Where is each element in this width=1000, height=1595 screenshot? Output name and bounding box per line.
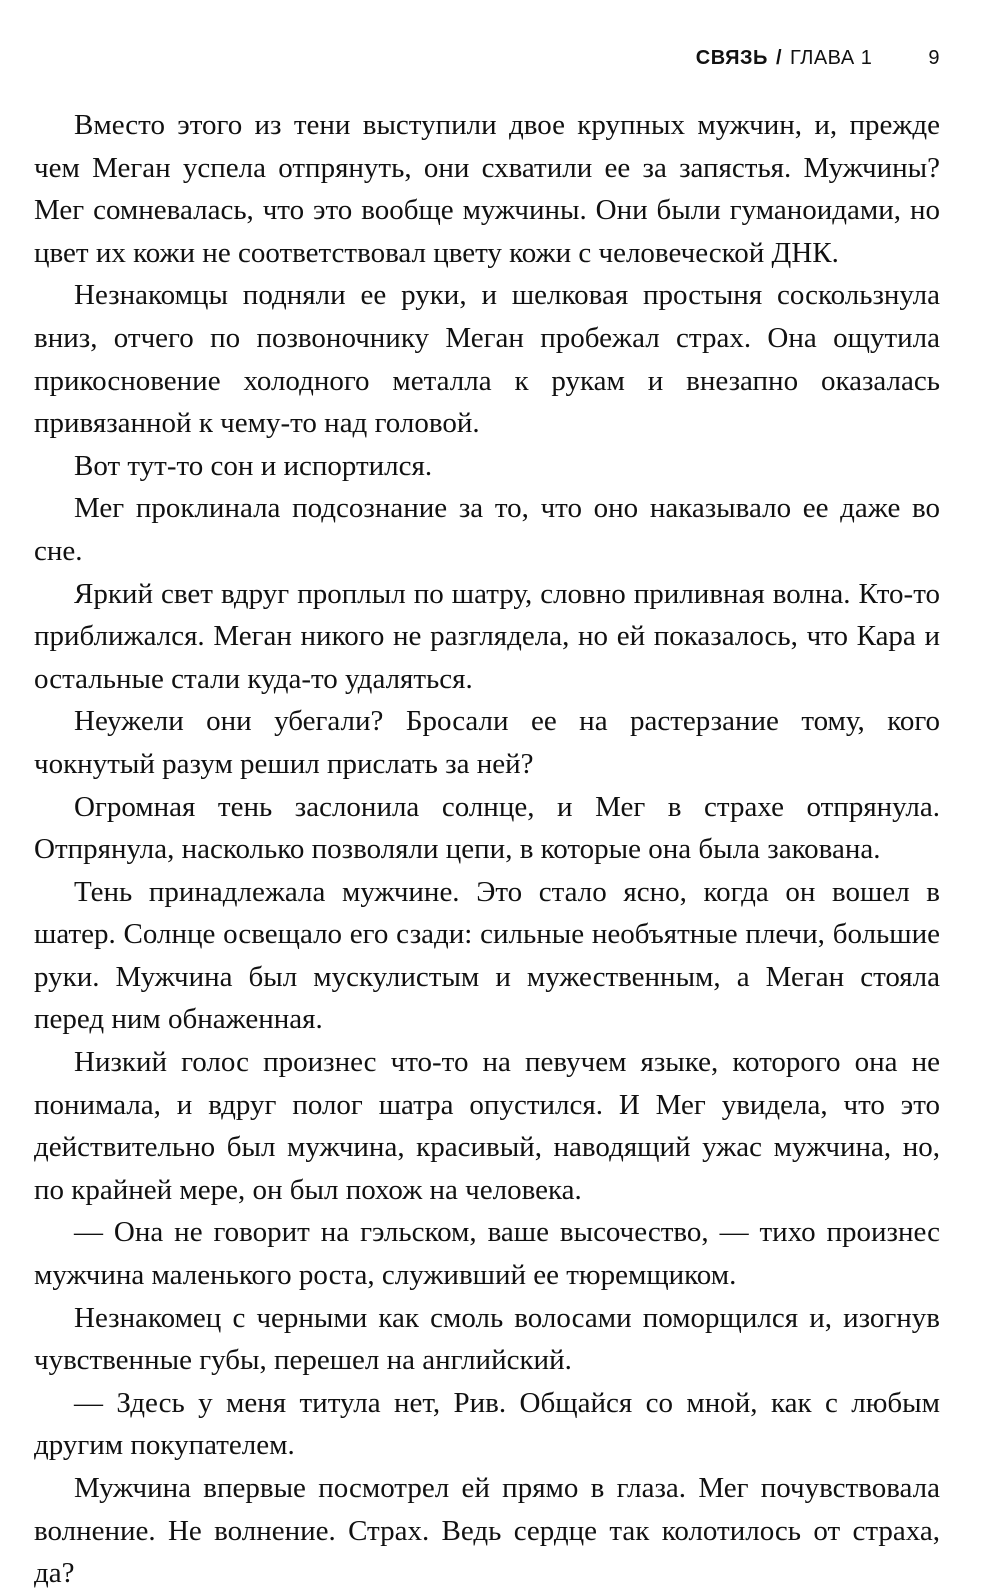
paragraph: Яркий свет вдруг проплыл по шатру, словно приливная волна. Кто-то приближался. Меган никого не разглядела, но ей показалось, что Кара и остальные стали куда-то удаляться.	[34, 577, 940, 695]
page-number: 9	[928, 46, 940, 69]
paragraph: Мег проклинала подсознание за то, что оно наказывало ее даже во сне.	[34, 492, 940, 567]
book-title: СВЯЗЬ	[695, 46, 768, 69]
dialogue-paragraph: — Она не говорит на гэльском, ваше высочество, — тихо произнес мужчина маленького роста, служивший ее тюремщиком.	[34, 1216, 940, 1292]
paragraph: Низкий голос произнес что-то на певучем языке, которого она не понимала, и вдруг полог шатра опустился. И Мег увидела, что это действительно был мужчина, красивый, наводящий ужас мужчина, но, по крайней мере, он был похож на человека.	[34, 1046, 940, 1206]
paragraph: Вместо этого из тени выступили двое крупных мужчин, и, прежде чем Меган успела отпрянуть, они схватили ее за запястья. Мужчины? Мег сомневалась, что это вообще мужчины. Они были гуманоидами, но цвет их кожи не соответствовал цвету кожи с человеческой ДНК.	[34, 109, 940, 269]
paragraph: Незнакомец с черными как смоль волосами поморщился и, изогнув чувственные губы, перешел на английский.	[34, 1301, 940, 1377]
running-head-separator: /	[775, 46, 782, 69]
chapter-label: ГЛАВА 1	[790, 46, 873, 69]
running-head	[0, 40, 940, 76]
paragraph: Вот тут-то сон и испортился.	[74, 449, 433, 482]
paragraph: Неужели они убегали? Бросали ее на растерзание тому, кого чокнутый разум решил прислать за ней?	[34, 705, 940, 780]
paragraph: Тень принадлежала мужчине. Это стало ясно, когда он вошел в шатер. Солнце освещало его сзади: сильные необъятные плечи, большие руки. Мужчина был мускулистым и мужественным, а Меган стояла перед ним обнаженная.	[34, 875, 940, 1036]
dialogue-paragraph: — Здесь у меня титула нет, Рив. Общайся со мной, как с любым другим покупателем.	[34, 1386, 940, 1462]
paragraph: Незнакомцы подняли ее руки, и шелковая простыня соскользнула вниз, отчего по позвоночнику Меган пробежал страх. Она ощутила прикосновение холодного металла к рукам и внезапно оказалась привязанной к чему-то над головой.	[34, 279, 940, 440]
body-text	[34, 104, 940, 1595]
paragraph: Огромная тень заслонила солнце, и Мег в страхе отпрянула. Отпрянула, насколько позволяли цепи, в которые она была закована.	[34, 790, 940, 866]
paragraph: Мужчина впервые посмотрел ей прямо в глаза. Мег почувствовала волнение. Не волнение. Страх. Ведь сердце так колотилось от страха, да?	[34, 1472, 940, 1590]
